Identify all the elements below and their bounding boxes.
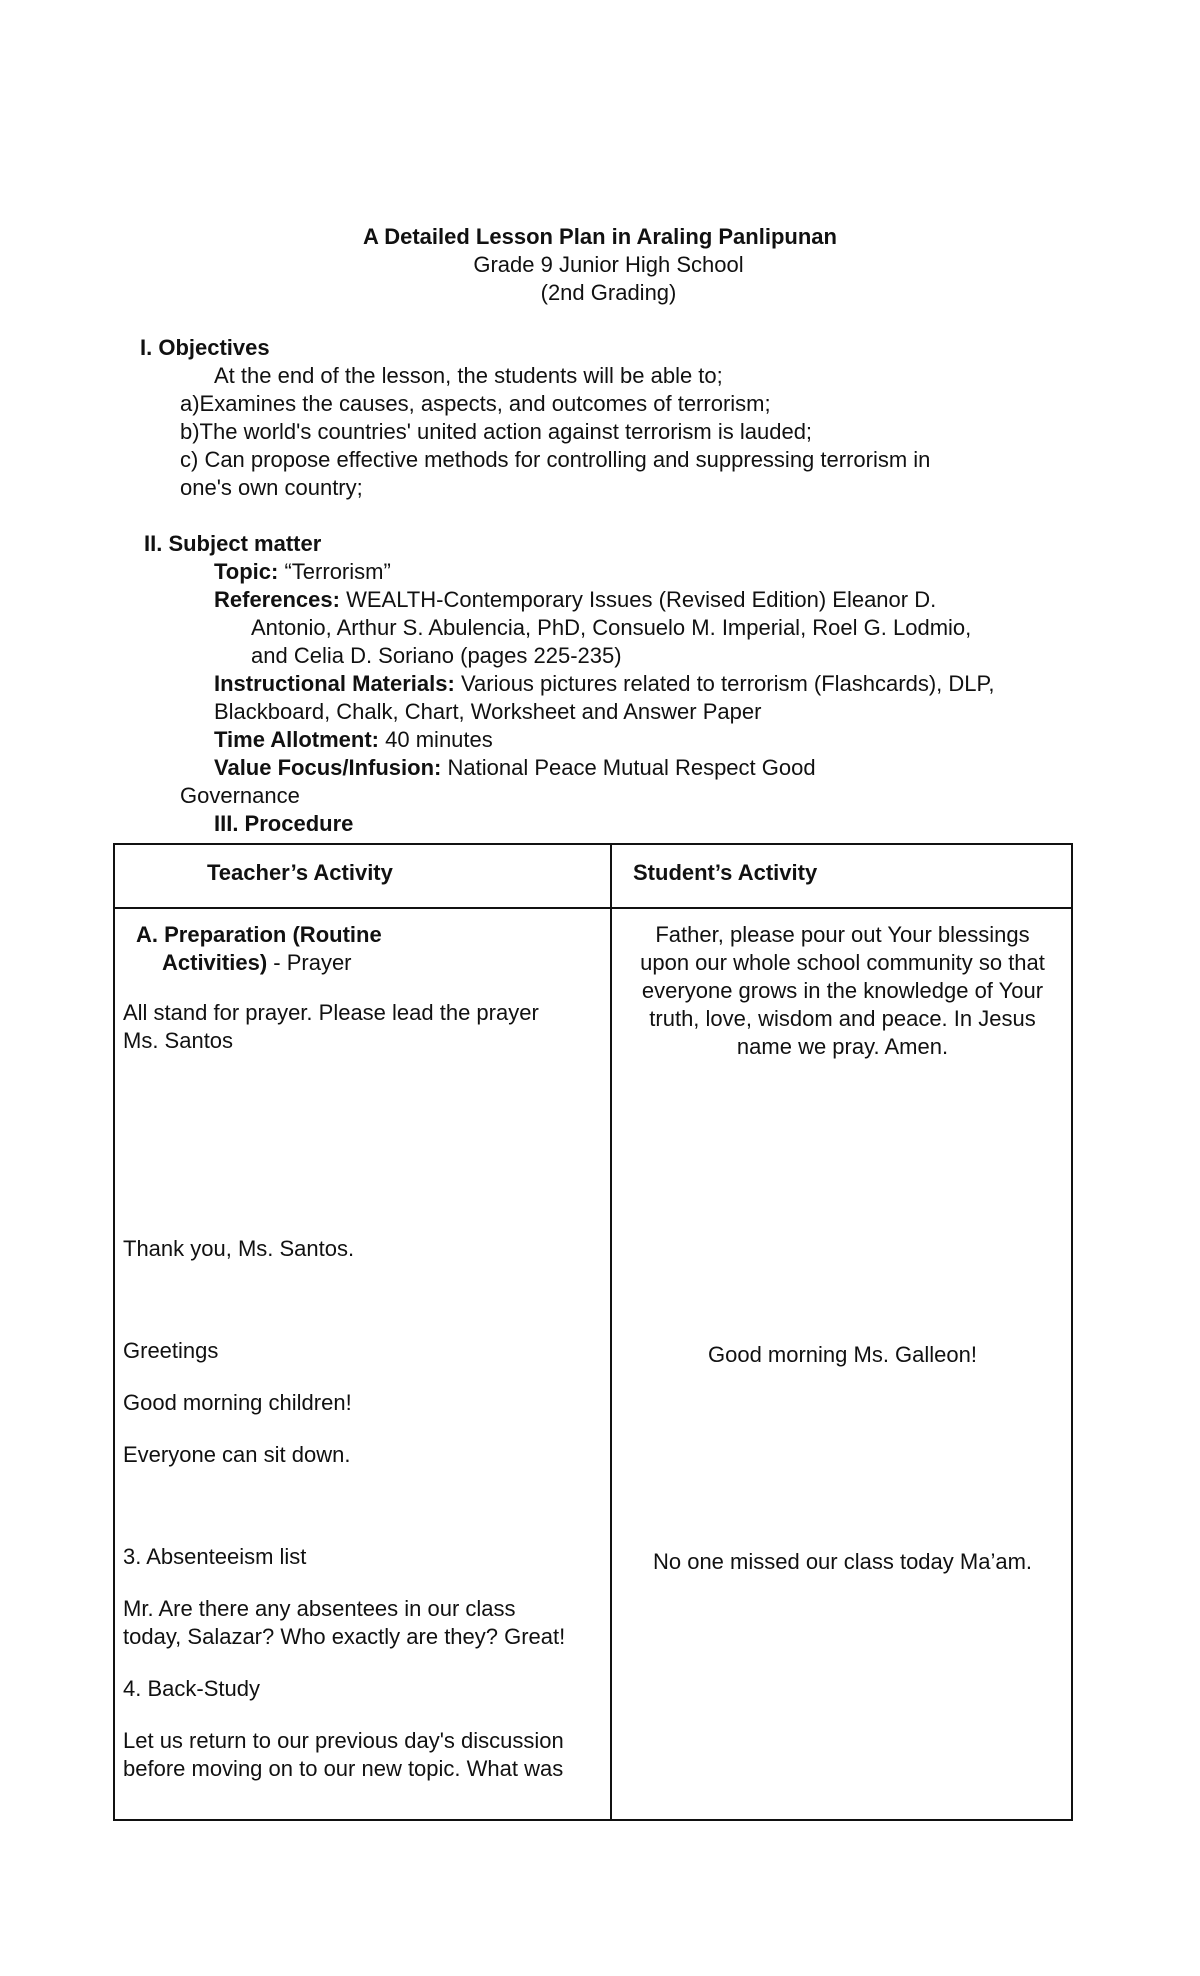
prayer-instruction-2: Ms. Santos — [123, 1028, 234, 1053]
greetings-label: Greetings — [123, 1338, 219, 1363]
procedure-heading: III. Procedure — [214, 811, 354, 836]
subject-matter-heading: II. Subject matter — [144, 531, 322, 556]
time-allotment-line — [214, 726, 493, 754]
references-text: WEALTH-Contemporary Issues (Revised Edition) Eleanor D. — [346, 587, 937, 612]
topic-line — [214, 558, 391, 586]
preparation-title-suffix: - Prayer — [267, 950, 352, 975]
prayer-response-4: truth, love, wisdom and peace. In Jesus — [649, 1006, 1036, 1031]
references-text-2: Antonio, Arthur S. Abulencia, PhD, Consuelo M. Imperial, Roel G. Lodmio, — [251, 615, 972, 640]
value-focus-text: National Peace Mutual Respect Good — [447, 755, 816, 780]
grade-level: Grade 9 Junior High School — [473, 252, 744, 277]
objective-b: b)The world's countries' united action against terrorism is lauded; — [180, 419, 813, 444]
prayer-response-3: everyone grows in the knowledge of Your — [641, 978, 1044, 1003]
topic-label: Topic: — [214, 559, 279, 584]
prayer-instruction: All stand for prayer. Please lead the prayer — [123, 1000, 539, 1025]
absentee-response: No one missed our class today Ma’am. — [652, 1549, 1033, 1574]
preparation-title: A. Preparation (Routine — [136, 922, 382, 947]
references-line — [214, 586, 936, 614]
objectives-intro: At the end of the lesson, the students will be able to; — [214, 363, 723, 388]
sit-down-text: Everyone can sit down. — [123, 1442, 351, 1467]
preparation-title-2 — [162, 949, 352, 977]
document-title: A Detailed Lesson Plan in Araling Panlipunan — [363, 224, 837, 249]
objective-c: c) Can propose effective methods for controlling and suppressing terrorism in — [180, 447, 931, 472]
prayer-response-2: upon our whole school community so that — [640, 950, 1045, 975]
grading-period: (2nd Grading) — [540, 280, 677, 305]
absentee-question-2: today, Salazar? Who exactly are they? Great! — [123, 1624, 566, 1649]
references-text-3: and Celia D. Soriano (pages 225-235) — [251, 643, 622, 668]
preparation-title-activities: Activities) — [162, 950, 268, 975]
absenteeism-label: 3. Absenteeism list — [123, 1544, 307, 1569]
time-allotment-label: Time Allotment: — [214, 727, 380, 752]
topic-value: “Terrorism” — [284, 559, 391, 584]
objective-c-continued: one's own country; — [180, 475, 363, 500]
back-study-label: 4. Back-Study — [123, 1676, 260, 1701]
materials-label: Instructional Materials: — [214, 671, 455, 696]
objective-a: a)Examines the causes, aspects, and outcomes of terrorism; — [180, 391, 771, 416]
value-focus-label: Value Focus/Infusion: — [214, 755, 442, 780]
back-study-text: Let us return to our previous day's discussion — [123, 1728, 564, 1753]
prayer-response: Father, please pour out Your blessings — [655, 922, 1030, 947]
materials-text: Various pictures related to terrorism (Flashcards), DLP, — [460, 671, 995, 696]
greeting-response: Good morning Ms. Galleon! — [707, 1342, 978, 1367]
header-divider — [115, 907, 1071, 909]
value-focus-text-2: Governance — [180, 783, 300, 808]
back-study-text-2: before moving on to our new topic. What was — [123, 1756, 564, 1781]
time-allotment-value: 40 minutes — [385, 727, 493, 752]
objectives-heading: I. Objectives — [140, 335, 270, 360]
thank-you-text: Thank you, Ms. Santos. — [123, 1236, 355, 1261]
procedure-table — [113, 843, 1073, 1821]
student-activity-header: Student’s Activity — [633, 860, 818, 885]
materials-text-2: Blackboard, Chalk, Chart, Worksheet and Answer Paper — [214, 699, 762, 724]
prayer-response-5: name we pray. Amen. — [736, 1034, 949, 1059]
materials-line — [214, 670, 994, 698]
value-focus-line — [214, 754, 816, 782]
references-label: References: — [214, 587, 340, 612]
absentee-question: Mr. Are there any absentees in our class — [123, 1596, 516, 1621]
good-morning-text: Good morning children! — [123, 1390, 352, 1415]
teacher-activity-header: Teacher’s Activity — [207, 860, 393, 885]
